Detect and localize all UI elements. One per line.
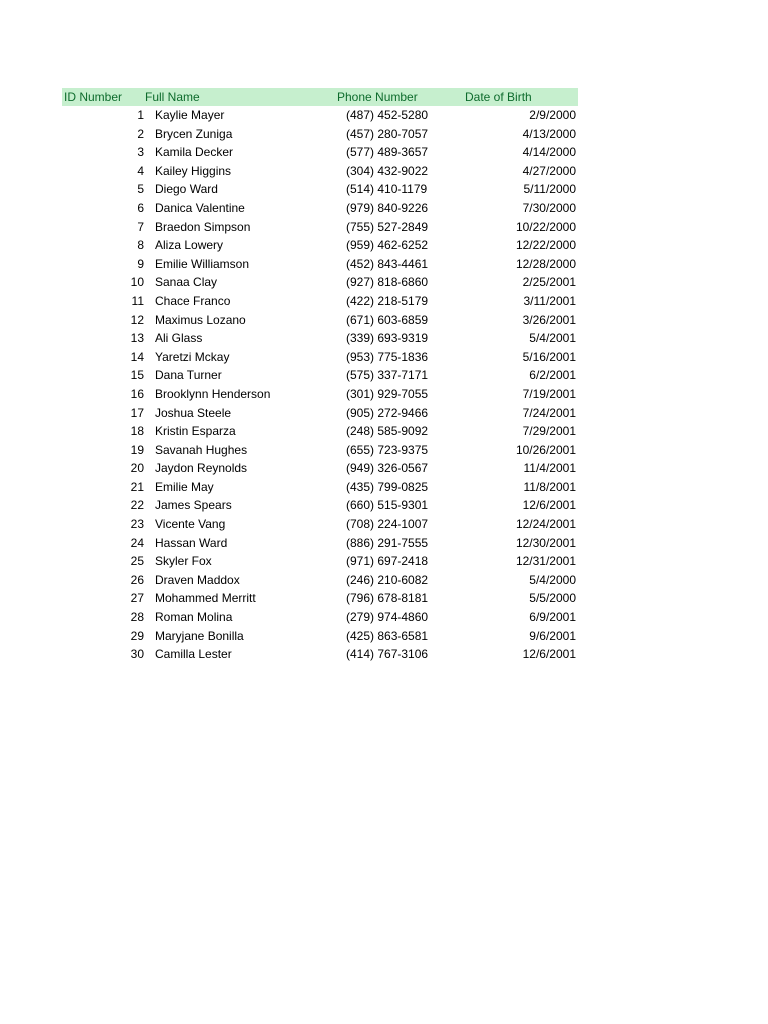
cell-date-of-birth: 2/9/2000 <box>529 108 576 122</box>
cell-phone-number: (301) 929-7055 <box>346 386 429 401</box>
table-row <box>62 589 578 608</box>
cell-date-of-birth: 5/5/2000 <box>529 591 576 606</box>
cell-id-number: 7 <box>137 219 144 234</box>
cell-full-name: Yaretzi Mckay <box>155 349 230 364</box>
table-row <box>62 348 578 367</box>
cell-phone-number: (248) 585-9092 <box>346 424 429 439</box>
cell-phone-number: (514) 410-1179 <box>346 182 428 197</box>
header-date-of-birth: Date of Birth <box>465 90 532 104</box>
cell-date-of-birth: 6/2/2001 <box>529 368 576 383</box>
cell-id-number: 24 <box>130 535 144 550</box>
cell-full-name: Joshua Steele <box>155 405 232 420</box>
table-row <box>62 162 578 181</box>
table-row <box>62 385 578 404</box>
cell-phone-number: (414) 767-3106 <box>346 647 429 662</box>
cell-phone-number: (796) 678-8181 <box>346 591 429 606</box>
cell-full-name: Draven Maddox <box>155 572 240 587</box>
cell-full-name: Kristin Esparza <box>155 424 236 439</box>
cell-date-of-birth: 10/26/2001 <box>515 442 576 457</box>
cell-id-number: 13 <box>130 331 144 346</box>
table-header-row <box>62 88 578 106</box>
cell-phone-number: (577) 489-3657 <box>346 145 429 160</box>
cell-full-name: Vicente Vang <box>155 517 226 532</box>
cell-full-name: Ali Glass <box>155 331 203 346</box>
cell-date-of-birth: 5/16/2001 <box>522 349 576 364</box>
cell-id-number: 30 <box>130 647 144 662</box>
cell-full-name: Braedon Simpson <box>155 219 251 234</box>
table-row <box>62 404 578 423</box>
cell-date-of-birth: 2/25/2001 <box>522 275 576 290</box>
cell-phone-number: (660) 515-9301 <box>346 498 429 513</box>
cell-date-of-birth: 5/4/2001 <box>529 331 576 346</box>
cell-full-name: Chace Franco <box>155 293 231 308</box>
table-row <box>62 218 578 237</box>
cell-id-number: 27 <box>130 591 144 606</box>
cell-full-name: Dana Turner <box>155 368 222 383</box>
cell-full-name: Emilie Williamson <box>155 256 250 271</box>
table-row <box>62 311 578 330</box>
contacts-table <box>62 88 578 664</box>
cell-id-number: 2 <box>137 126 144 141</box>
cell-date-of-birth: 11/4/2001 <box>523 461 576 476</box>
cell-date-of-birth: 3/26/2001 <box>522 312 576 327</box>
cell-id-number: 29 <box>130 628 144 643</box>
cell-full-name: Mohammed Merritt <box>155 591 256 606</box>
cell-id-number: 4 <box>137 163 144 178</box>
cell-full-name: Maryjane Bonilla <box>155 628 244 643</box>
cell-phone-number: (425) 863-6581 <box>346 628 429 643</box>
cell-id-number: 1 <box>137 108 144 122</box>
table-row <box>62 106 578 125</box>
table-row <box>62 199 578 218</box>
table-row <box>62 422 578 441</box>
cell-id-number: 16 <box>130 386 144 401</box>
table-row <box>62 515 578 534</box>
cell-date-of-birth: 7/19/2001 <box>522 386 576 401</box>
cell-phone-number: (927) 818-6860 <box>346 275 429 290</box>
cell-full-name: Jaydon Reynolds <box>155 461 248 476</box>
table-row <box>62 125 578 144</box>
cell-full-name: Brooklynn Henderson <box>155 386 271 401</box>
cell-date-of-birth: 12/30/2001 <box>515 535 576 550</box>
cell-id-number: 6 <box>137 200 144 215</box>
cell-full-name: Maximus Lozano <box>155 312 246 327</box>
cell-date-of-birth: 7/24/2001 <box>522 405 576 420</box>
table-row <box>62 571 578 590</box>
cell-phone-number: (575) 337-7171 <box>346 368 429 383</box>
table-row <box>62 478 578 497</box>
cell-date-of-birth: 10/22/2000 <box>515 219 576 234</box>
cell-id-number: 23 <box>130 517 144 532</box>
cell-phone-number: (959) 462-6252 <box>346 238 429 253</box>
cell-id-number: 14 <box>130 349 144 364</box>
table-row <box>62 366 578 385</box>
cell-full-name: Camilla Lester <box>155 647 232 662</box>
cell-phone-number: (339) 693-9319 <box>346 331 429 346</box>
cell-id-number: 17 <box>130 405 144 420</box>
cell-phone-number: (671) 603-6859 <box>346 312 429 327</box>
cell-date-of-birth: 12/22/2000 <box>515 238 576 253</box>
cell-id-number: 12 <box>130 312 144 327</box>
cell-id-number: 26 <box>130 572 144 587</box>
header-id-number: ID Number <box>64 90 123 104</box>
table-row <box>62 608 578 627</box>
table-row <box>62 552 578 571</box>
cell-date-of-birth: 7/30/2000 <box>522 200 576 215</box>
cell-date-of-birth: 5/11/2000 <box>523 182 576 197</box>
cell-full-name: Aliza Lowery <box>155 238 224 253</box>
cell-phone-number: (457) 280-7057 <box>346 126 429 141</box>
table-row <box>62 645 578 664</box>
cell-id-number: 22 <box>130 498 144 513</box>
cell-full-name: Skyler Fox <box>155 554 212 569</box>
cell-phone-number: (487) 452-5280 <box>346 108 429 122</box>
cell-date-of-birth: 6/9/2001 <box>529 610 576 625</box>
table-row <box>62 329 578 348</box>
cell-date-of-birth: 12/6/2001 <box>522 498 576 513</box>
cell-full-name: Roman Molina <box>155 610 233 625</box>
table-body <box>62 106 578 664</box>
cell-full-name: Brycen Zuniga <box>155 126 233 141</box>
cell-date-of-birth: 12/31/2001 <box>515 554 576 569</box>
cell-full-name: James Spears <box>155 498 232 513</box>
cell-id-number: 21 <box>130 479 144 494</box>
cell-phone-number: (886) 291-7555 <box>346 535 429 550</box>
cell-full-name: Kailey Higgins <box>155 163 232 178</box>
cell-phone-number: (755) 527-2849 <box>346 219 429 234</box>
cell-full-name: Savanah Hughes <box>155 442 248 457</box>
cell-phone-number: (905) 272-9466 <box>346 405 429 420</box>
cell-id-number: 8 <box>137 238 144 253</box>
cell-date-of-birth: 4/27/2000 <box>522 163 576 178</box>
cell-phone-number: (304) 432-9022 <box>346 163 429 178</box>
table-row <box>62 273 578 292</box>
table-row <box>62 255 578 274</box>
cell-id-number: 18 <box>130 424 144 439</box>
cell-id-number: 19 <box>130 442 144 457</box>
table-row <box>62 292 578 311</box>
cell-date-of-birth: 7/29/2001 <box>522 424 576 439</box>
cell-id-number: 9 <box>137 256 144 271</box>
header-full-name: Full Name <box>145 90 200 104</box>
cell-full-name: Hassan Ward <box>155 535 228 550</box>
cell-phone-number: (655) 723-9375 <box>346 442 429 457</box>
cell-full-name: Emilie May <box>155 479 214 494</box>
cell-full-name: Kaylie Mayer <box>155 108 225 122</box>
cell-phone-number: (246) 210-6082 <box>346 572 429 587</box>
table-row <box>62 143 578 162</box>
cell-phone-number: (422) 218-5179 <box>346 293 429 308</box>
cell-full-name: Danica Valentine <box>155 200 245 215</box>
table-row <box>62 236 578 255</box>
cell-phone-number: (435) 799-0825 <box>346 479 429 494</box>
cell-date-of-birth: 11/8/2001 <box>523 479 576 494</box>
table-row <box>62 180 578 199</box>
cell-phone-number: (953) 775-1836 <box>346 349 429 364</box>
table-row <box>62 534 578 553</box>
cell-full-name: Kamila Decker <box>155 145 234 160</box>
cell-id-number: 15 <box>130 368 144 383</box>
cell-id-number: 28 <box>130 610 144 625</box>
cell-phone-number: (452) 843-4461 <box>346 256 429 271</box>
cell-date-of-birth: 3/11/2001 <box>523 293 576 308</box>
cell-phone-number: (708) 224-1007 <box>346 517 429 532</box>
cell-id-number: 10 <box>130 275 144 290</box>
cell-phone-number: (949) 326-0567 <box>346 461 429 476</box>
cell-date-of-birth: 5/4/2000 <box>529 572 576 587</box>
table-row <box>62 459 578 478</box>
cell-id-number: 20 <box>130 461 144 476</box>
cell-phone-number: (971) 697-2418 <box>346 554 429 569</box>
table-row <box>62 496 578 515</box>
cell-date-of-birth: 9/6/2001 <box>529 628 576 643</box>
cell-id-number: 25 <box>130 554 144 569</box>
cell-date-of-birth: 12/24/2001 <box>515 517 576 532</box>
cell-full-name: Diego Ward <box>155 182 218 197</box>
cell-date-of-birth: 4/14/2000 <box>522 145 576 160</box>
cell-phone-number: (279) 974-4860 <box>346 610 429 625</box>
table-row <box>62 627 578 646</box>
cell-date-of-birth: 12/28/2000 <box>515 256 576 271</box>
table-row <box>62 441 578 460</box>
cell-full-name: Sanaa Clay <box>155 275 218 290</box>
cell-id-number: 11 <box>131 293 144 308</box>
cell-id-number: 5 <box>137 182 144 197</box>
header-phone-number: Phone Number <box>337 90 418 104</box>
cell-date-of-birth: 12/6/2001 <box>522 647 576 662</box>
cell-id-number: 3 <box>137 145 144 160</box>
cell-date-of-birth: 4/13/2000 <box>522 126 576 141</box>
cell-phone-number: (979) 840-9226 <box>346 200 429 215</box>
